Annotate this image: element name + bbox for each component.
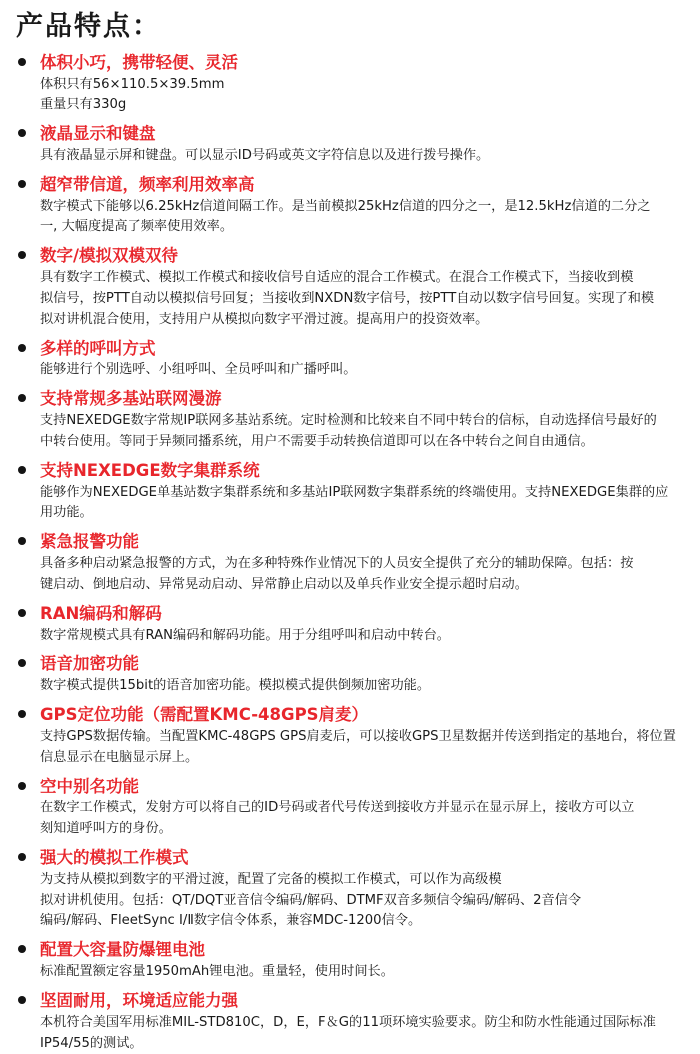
feature-heading: 液晶显示和键盘 [40,124,156,144]
filled-circle-bullet-icon [18,180,26,188]
feature-body-line: 键启动、倒地启动、异常晃动启动、异常静止启动以及单兵作业安全提示超时启动。 [40,576,528,592]
filled-circle-bullet-icon [18,945,26,953]
feature-body-line: 能够作为NEXEDGE单基站数字集群系统和多基站IP联网数字集群系统的终端使用。支持NEXEDGE集群的应 [40,484,669,500]
filled-circle-bullet-icon [18,537,26,545]
feature-item [14,776,686,840]
feature-heading: 支持NEXEDGE数字集群系统 [40,460,260,480]
feature-body [40,676,686,697]
feature-body-line: 编码/解码、FleetSync Ⅰ/Ⅱ数字信令体系，兼容MDC-1200信令。 [40,913,422,929]
feature-item [14,704,686,768]
feature-heading: 语音加密功能 [40,654,139,674]
feature-body-line: 数字常规模式具有RAN编码和解码功能。用于分组呼叫和启动中转台。 [40,627,450,643]
feature-heading: 配置大容量防爆锂电池 [40,940,205,960]
feature-body [40,75,686,117]
feature-heading: RAN编码和解码 [40,603,162,623]
filled-circle-bullet-icon [18,394,26,402]
feature-body [40,197,686,239]
filled-circle-bullet-icon [18,782,26,790]
feature-item [14,460,686,524]
filled-circle-bullet-icon [18,251,26,259]
feature-heading: 坚固耐用，环境适应能力强 [40,990,238,1010]
feature-item [14,338,686,382]
filled-circle-bullet-icon [18,466,26,474]
feature-item [14,653,686,697]
feature-body-line: 标准配置额定容量1950mAh锂电池。重量轻，使用时间长。 [40,964,394,980]
feature-body [40,870,686,933]
feature-body-line: 中转台使用。等同于异频同播系统，用户不需要手动转换信道即可以在各中转台之间自由通信。 [40,433,594,449]
feature-body-line: 具有数字工作模式、模拟工作模式和接收信号自适应的混合工作模式。在混合工作模式下，当接收到模 [40,270,634,286]
feature-body-line: 拟对讲机混合使用，支持用户从模拟向数字平滑过渡。提高用户的投资效率。 [40,311,489,327]
feature-body [40,962,686,983]
feature-body-line: 一, 大幅度提高了频率使用效率。 [40,219,234,235]
feature-item [14,123,686,167]
feature-item [14,603,686,647]
filled-circle-bullet-icon [18,853,26,861]
feature-body-line: 信息显示在电脑显示屏上。 [40,749,199,765]
feature-heading: 体积小巧，携带轻便、灵活 [40,52,238,72]
feature-body-line: IP54/55的测试。 [40,1035,143,1051]
feature-body-line: 为支持从模拟到数字的平滑过渡，配置了完备的模拟工作模式，可以作为高级模 [40,871,502,887]
feature-body-line: 体积只有56×110.5×39.5mm [40,76,225,92]
filled-circle-bullet-icon [18,609,26,617]
feature-body-line: 支持NEXEDGE数字常规IP联网多基站系统。定时检测和比较来自不同中转台的信标，自动选择信号最好的 [40,413,657,429]
feature-body [40,146,686,167]
feature-body-line: 能够进行个别选呼、小组呼叫、全员呼叫和广播呼叫。 [40,362,357,378]
feature-body-line: 支持GPS数据传输。当配置KMC-48GPS GPS肩麦后，可以接收GPS卫星数据并传送到指定的基地台，将位置 [40,728,676,744]
feature-heading: 多样的呼叫方式 [40,338,156,358]
feature-body-line: 具备多种启动紧急报警的方式，为在多种特殊作业情况下的人员安全提供了充分的辅助保障。包括：按 [40,556,634,572]
filled-circle-bullet-icon [18,996,26,1004]
filled-circle-bullet-icon [18,710,26,718]
feature-item [14,990,686,1054]
feature-heading: 强大的模拟工作模式 [40,847,189,867]
feature-body [40,483,686,525]
filled-circle-bullet-icon [18,58,26,66]
feature-body-line: 数字模式提供15bit的语音加密功能。模拟模式提供倒频加密功能。 [40,678,431,694]
feature-body [40,727,686,769]
feature-item [14,245,686,330]
page-title: 产品特点： [16,11,161,42]
feature-body [40,411,686,453]
feature-body-line: 具有液晶显示屏和键盘。可以显示ID号码或英文字符信息以及进行拨号操作。 [40,148,490,163]
feature-heading: 超窄带信道，频率利用效率高 [40,174,255,194]
feature-body [40,1013,686,1054]
feature-item [14,939,686,983]
feature-heading: 数字/模拟双模双待 [40,246,179,266]
feature-item [14,52,686,116]
feature-body-line: 数字模式下能够以6.25kHz信道间隔工作。是当前模拟25kHz信道的四分之一，是12.5kHz信道的二分之 [40,198,651,214]
feature-body [40,268,686,331]
feature-item [14,531,686,595]
feature-body [40,798,686,840]
feature-heading: 空中别名功能 [40,776,139,796]
filled-circle-bullet-icon [18,344,26,352]
feature-body-line: 拟信号，按PTT自动以模拟信号回复；当接收到NXDN数字信号，按PTT自动以数字信号回复。实现了和模 [40,290,655,306]
feature-body-line: 刻知道呼叫方的身份。 [40,821,172,837]
feature-body-line: 拟对讲机使用。包括：QT/DQT亚音信令编码/解码、DTMF双音多频信令编码/解码、2音信令 [40,892,582,908]
feature-item [14,847,686,932]
feature-item [14,388,686,452]
feature-body-line: 本机符合美国军用标准MIL-STD810C，D，E，F＆G的11项环境实验要求。防尘和防水性能通过国际标准 [40,1014,656,1030]
filled-circle-bullet-icon [18,659,26,667]
feature-item [14,174,686,238]
feature-body [40,626,686,647]
feature-heading: GPS定位功能（需配置KMC-48GPS肩麦） [40,705,369,725]
feature-body-line: 在数字工作模式，发射方可以将自己的ID号码或者代号传送到接收方并显示在显示屏上，接收方可以立 [40,800,635,816]
feature-body-line: 用功能。 [40,505,93,521]
feature-body [40,360,686,381]
feature-body-line: 重量只有330g [40,97,127,113]
filled-circle-bullet-icon [18,129,26,137]
feature-list [14,52,686,1054]
feature-body [40,554,686,596]
feature-heading: 紧急报警功能 [40,532,139,552]
feature-heading: 支持常规多基站联网漫游 [40,389,222,409]
